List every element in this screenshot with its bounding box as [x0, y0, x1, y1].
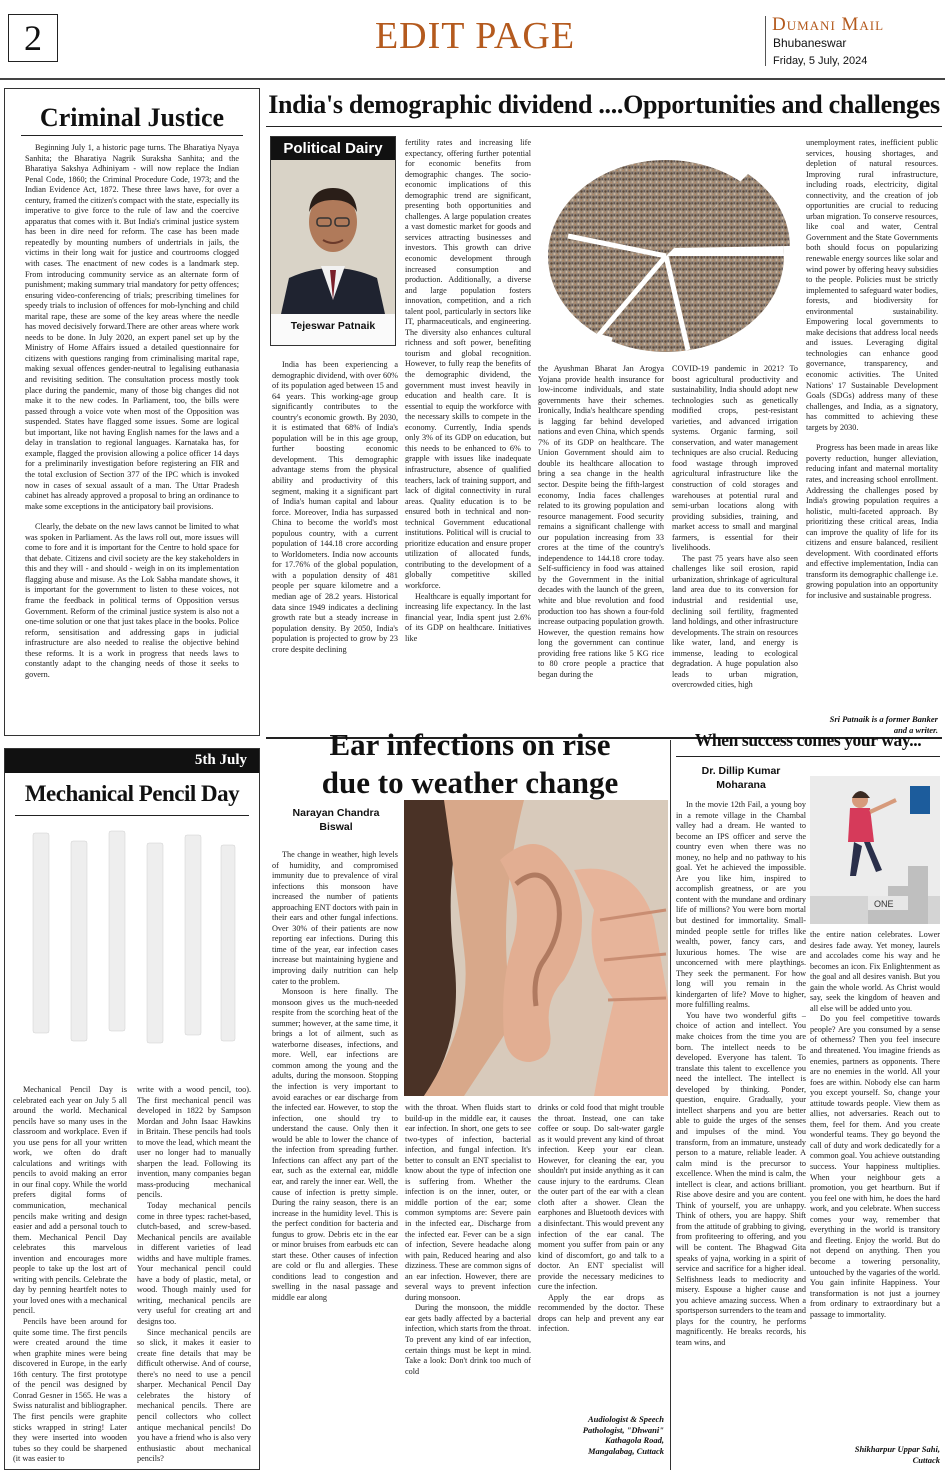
pencil-day-col-2b-text: Today mechanical pencils come in three types: rachet-based, clutch-based, and screw-based. Mechanical pencils are available in different varieties of lead widths and have multiple frames. Your mechanical pencil could have a body of plastic, metal, or wood. Though mainly used for writing, mechanical pencils are very useful for creating art and designs too. — [137, 1201, 251, 1327]
pencil-day-col-1-text: Mechanical Pencil Day is celebrated each year on July 5 all around the world. Mechanical pencils have so many uses in the classroom and workplace. Even if you use pens for all your written work, we often do draft calculations and writings with pencils to avoid making an error in our final copy. While the world prefers digital forms of communication, mechanical pencils make writing and design easier and add a personal touch to them. Mechanical Pencil Day celebrates this marvelous invention and encourages more people to take up the lost art of writing with pencils. Celebrate the day by penning heartfelt notes to your loved ones with a mechanical pencil. — [13, 1085, 127, 1316]
demographic-col-5 — [806, 138, 938, 712]
city: Bhubaneswar — [773, 36, 847, 50]
success-credit-line-1: Shikharpur Uppar Sahi, — [854, 1444, 940, 1454]
demographic-col-4 — [672, 364, 798, 736]
ear-credit-line-4: Mangalabag, Cuttack — [587, 1445, 664, 1456]
page-number: 2 — [24, 18, 42, 58]
date: Friday, 5 July, 2024 — [773, 55, 868, 67]
demographic-col-4-text: COVID-19 pandemic in 2021? To boost agricultural productivity and sustainability, India should adopt new technologies such as genetically modified crops, pest-resistant varieties, and advanced irrigation systems. Organic farming, soil conservation, and water management techniques are also crucial. Reducing food wastage through improved agricultural infrastructure like the construction of cold storages and warehouses at potential rural and semi-urban locations along with providing subsidies, training, and market access to small and marginal farmers, is essential for their livelihoods. — [672, 364, 798, 553]
ear-col-2-text: with the throat. When fluids start to build-up in the middle ear, it causes ear infection. In short, one gets to see two-types of infection, bacterial infection, and fungal infection. It's better to consult an ENT specialist to know about the type of infection one is suffering from. Whether the infection is on the inner, outer, or middle portion of the ear; some common symptoms are: Severe pain in the infected ear,. Discharge from the infected ear. Fever can be a sign of infection, Severe headache along with pain, Reduced hearing and also dizziness. These are common signs of an ear infection. However, there are several ways to prevent infection during monsoon. — [405, 1103, 531, 1302]
pencil-day-article — [4, 748, 260, 1470]
success-col-1 — [676, 800, 806, 1470]
demographic-col-2 — [405, 138, 531, 736]
success-author — [676, 764, 806, 792]
ear-headline-line-1: Ear infections on rise — [329, 727, 611, 762]
population-pie-image — [538, 136, 798, 358]
success-image-label: ONE — [874, 899, 894, 909]
demographic-col-2b-text: Healthcare is equally important for increasing life expectancy. In the last financial year, India spent just 2.6% of its GDP on healthcare. Initiatives like — [405, 591, 531, 643]
success-col-2-text: the entire nation celebrates. Lower desires fade away. Yet money, laurels and accolades come his way and he becomes an icon. Fix Enlightenment as the goal and all desires vanish. But you gain the whole world. As Christ would say, seek the kingdom of heaven and all else will be added unto you. — [810, 930, 940, 1013]
criminal-justice-para-2: Clearly, the debate on the new laws cannot be limited to what was spoken in Parliament. As the laws roll out, more issues will come to fore and it is important for the Centre to hold space for that debate. Citizens and civil society are the key stakeholders in this and they will - and should - weigh in on its implementation flagging abuse and misuse. As the Lok Sabha mandate shows, it is important for the government to listen to these voices, not frame the feedback in political terms of Opposition versus Government. Reform of the criminal justice system is also not a one-time solution or one that just takes place in the books. Police reform, sensitisation and addressing gaps in judicial infrastructure are also needed to realise the objective behind these reforms. It is a work in progress that needs laws to constantly adapt to the changing needs of those it seeks to govern. — [25, 522, 239, 679]
author-note-line-2: and a writer. — [893, 724, 938, 735]
criminal-justice-title: Criminal Justice — [39, 103, 225, 132]
ear-col-2 — [405, 1103, 531, 1470]
demographic-col-5b-text: Progress has been made in areas like poverty reduction, hunger alleviation, reducing infant and maternal mortality rates, and increasing school enrollment. Addressing the challenges posed by India's growing population requires a holistic, multi-faceted approach. By prioritizing these critical areas, India can improve the quality of life for its citizens and ensure balanced, resilient development. With coordinated efforts and effective implementation, India can transform its demographic challenge i.e. growing population into an opportunity for inclusive and sustainable progress. — [806, 443, 938, 600]
demographic-col-1-text: India has been experiencing a demographic dividend, with over 60% of its population aged between 15 and 64 years. This working-age group significantly contributes to the country's economic growth. By 2030, it is estimated that 68% of India's population will be in this age group, further boosting economic development. This demographic advantage stems from the physical ability and productivity of this segment, making it a significant part of India's human capital and labour force. Moreover, India has surpassed China to become the world's most populous country, with a current population of 144.18 crore according to Worldometers. India now accounts for 17.76% of the global population, with a population density of 481 people per square kilometre and a median age of 28.2 years. Historical data since 1949 indicates a declining growth rate but a steady increase in population density. By 2050, India's population is projected to grow by 23 crore despite declining — [272, 360, 398, 654]
ear-col-1 — [272, 850, 398, 1470]
success-author-line-1: Dr. Dillip Kumar — [701, 765, 781, 777]
success-headline: When success comes your way... — [694, 730, 922, 750]
ear-headline — [270, 726, 670, 802]
criminal-justice-article — [4, 88, 260, 736]
demographic-col-2-text: fertility rates and increasing life expectancy, offering further potential for economic benefits from demographic changes. The socio-economic implications of this demographic trend are significant, presenting both opportunities and challenges. A large population creates a vast domestic market for goods and services attracting businesses and investors. This growth can drive economic development through increased consumption and production. Additionally, a diverse and large population fosters innovation, competition, and a rich talent pool, particularly in sectors like IT, pharmaceuticals, and engineering. The diversity also enhances cultural richness and soft power, benefiting tourism and global recognition. However, to fully reap the benefits of the demographic dividend, the government must invest heavily in education and health care. It is essential to equip the workforce with the necessary skills to compete in the economy. Currently, India spends only 3% of its GDP on education, but this needs to be enhanced to 6% to grapple with issues like inadequate infrastructure, absence of qualified teachers, lack of training support, and lack of digital connectivity in rural areas. Quality education is to be ensured both in technical and non-technical Government educational institutions. Political will is crucial to prioritize education and ensure proper utilization of allocated funds, contributing to the development of a globally competitive skilled workforce. — [405, 138, 531, 590]
pencil-day-col-1b-text: Pencils have been around for quite some time. The first pencils were created around the time when graphite mines were being discovered in Europe, in the early 16th century. The first prototype of the pencil was designed by Conrad Gesner in 1565. He was a Swiss naturalist and bibliographer. The first pencils were graphite sticks wrapped in string! Later they were inserted into wooden tubes so they could be sharpened (it was easier to — [13, 1317, 127, 1464]
demographic-col-5-text: unemployment rates, inefficient public services, housing shortages, and depletion of natural resources. Improving rural infrastructure, including roads, electricity, digital connectivity, and the creation of job opportunities are crucial to reducing urban migration. To conserve resources, like coal and water, Central Government and the State Governments both should focus on popularizing renewable energy sources like solar and wind power by offering heavy subsidies to the people. Policies must be strictly implemented to safeguard water bodies, forests, and biodiversity for environmental sustainability. Empowering local governments to make decisions that address local needs and issues. Leveraging digital technologies can enhance good governance, transparency, and economic activities. The United Nations' 17 Sustainable Development Goals (SDGs) address many of these challenges, and India, as a signatory, has committed to achieving these targets by 2030. — [806, 138, 938, 432]
page-number-box — [8, 14, 58, 62]
column-label: Political Dairy — [271, 137, 395, 160]
success-credit-line-2: Cuttack — [912, 1454, 940, 1465]
ear-col-3-text: drinks or cold food that might trouble the throat. Instead, one can take coffee or soup. Do salt-water gargle as it would prevent any kind of throat infection. Keep your ear clean. However, for cleaning the ear, you shouldn't put inside anything as it can cause injury to the eardrums. Clean the outer part of the ear with a clean cloth after a shower. Clean the earphones and Bluetooth devices with a disinfectant. This would prevent any infection of the ear canal. The moment you suffer from pain or any kind of discomfort, go and talk to a doctor. An ENT specialist will provide the necessary medicines to cure the infection. — [538, 1103, 664, 1292]
ear-author-line-1: Narayan Chandra — [292, 807, 380, 819]
author-name: Tejeswar Patnaik — [290, 320, 376, 332]
pencil-day-title: Mechanical Pencil Day — [24, 781, 240, 806]
political-dairy-box — [270, 136, 396, 346]
pencil-day-date: 5th July — [5, 749, 259, 773]
ear-credit-line-2: Pathologist, "Dhwani" — [582, 1424, 664, 1435]
masthead — [0, 0, 945, 78]
criminal-justice-para-1: Beginning July 1, a historic page turns. The Bharatiya Nyaya Sanhita; the Bharatiya Nagrik Suraksha Sanhita; and the Bharatiya Sakshya Adhiniyam - will now replace the Indian Penal Code, 1860; the Criminal Procedure Code, 1973; and the Indian Evidence Act, 1872. These three laws have, for over a century, framed the citizen's compact with the state, especially its imperative to give force to the rule of law and the coercive apparatus that comes with it. But India's criminal justice system has been in dire need for reform. The case has been made repeatedly by mounting numbers of undertrials in jails, the victims in their long wait for justice and courtrooms clogged with cases. The enactment of new codes is a landmark step. From introducing community service as an alternate form of punishment; making summary trial mandatory for petty offences; ensuring video-conferencing of trials; prescribing timelines for speedy trials to inclusion of offences for mob-lynching and child marital rape, these are some of the key areas where the needle has moved decisively forward.There are other areas where work needs to be done. In July 2020, an expert panel set up by the Ministry of Home Affairs issued a detailed questionnaire for citizens with questions ranging from criminalising marital rape, making sexual offences gender-neutral to legalising euthanasia and revisiting sedition. The consultation process mostly took place during the pandemic, many of those big changes did not make it to the new codes. In Parliament, too, the bills were passed through a voice vote when most of the Opposition was suspended. States have flagged some issues. Some are logical but important, like not having English names for the laws and a delay in translation to regional languages. Karnataka has, for example, flagged the provision allowing a police officer 14 days for a preliminarily investigation before registering an FIR and the total exclusion of Section 377 of the IPC which is invoked now in cases of sexual assault of a man. The Uttar Pradesh cabinet has already approved a proposal to bring an ordinance to make some exceptions in the anticipatory bail provisions. — [25, 143, 239, 511]
ear-image — [404, 800, 668, 1096]
demographic-col-1 — [272, 360, 398, 736]
author-portrait — [271, 160, 395, 314]
demographic-col-4b-text: The past 75 years have also seen challenges like soil erosion, rapid urbanization, shrinkage of agricultural land area due to its conversion for industrial and residential use, declining soil fertility, fragmented land holdings, and other infrastructure developments. The strain on resources like water, land, and energy is immense, leading to ecological degradation. A huge population also leads to urban migration, overcrowded cities, high — [672, 553, 798, 690]
ear-credit — [538, 1414, 664, 1456]
demographic-headline: India's demographic dividend ....Opportunities and challenges — [268, 90, 940, 119]
ear-author — [276, 806, 396, 834]
ear-col-1b-text: Monsoon is here finally. The monsoon gives us the much-needed respite from the scorching heat of the summer; however, at the same time, it brings a lot of ailment, such as waterborne diseases, infections, and more. Well, ear infections are common among the young and the adults, during the monsoon. Stopping the infection is very important to avoid earaches or ear discharge from the infected ear. However, to stop the infection, one should try to understand the cause. Only then it would be able to lower the chance of the infection from spreading further. Infections can affect any part of the ear, such as the external ear, middle ear, and rarely the inner ear. Well, the cause of infection is pretty simple. During the rainy season, there is an increase in the humidity level. This is the perfect condition for bacteria and fungus to grow. Debris etc in the ear or minor bruises from earbuds etc can start these. Other causes of infection are cold or flu and allergies. These conditions lead to congestion and swelling in the nasal passage and middle ear along — [272, 987, 398, 1302]
section-title: EDIT PAGE — [374, 15, 576, 57]
author-note-line-1: Sri Patnaik is a former Banker — [829, 714, 938, 724]
pencil-day-col-2c-text: Since mechanical pencils are so slick, it makes it easier to create fine details that may be difficult otherwise. And of course, there's no need to use a pencil sharper. Mechanical Pencil Day celebrates the history of mechanical pencils. There are pencil collectors who collect antique mechanical pencils! Do you have a friend who is also very enthusiastic about mechanical pencils? — [137, 1327, 251, 1464]
success-col-1-text: In the movie 12th Fail, a young boy in a remote village in the Chambal valley had a dream. He wanted to become an IPS officer and serve the country even when there was no money, no help and no pathway to his goal. Yet he achieved the impossible. Are you like him, inspired to accomplish greatness, or are you content with the mundane and ordinary life of millions? You were born mortal but destined for immortality. Small-minded people settle for trifles like wealth, power, fancy cars, and luxurious homes. The wise are unconcerned with mere playthings. They seek the permanent. For how long will you remain in the kindergarten of life? Move to higher, more fulfilling realms. — [676, 800, 806, 1010]
success-col-2b-text: Do you feel competitive towards people? Are you consumed by a sense of otherness? Then you feel insecure and threatened. You imagine friends as enemies, partners as opponents. There are no enemies in the world. All your foes are within. Nobody else can harm you except yourself. So, change your attitude towards people. View them as allies, not adversaries. Reach out to them, feel for them. And you create wonderful teams. They go beyond the call of duty and work dedicatedly for a common goal. You achieve outstanding success. Your happiness multiplies. When your neighbour gets a promotion, you get heartburn. But if you feel one with him, he does the hard work, and you celebrate. When success comes your way, remember that everything in the world is transitory and fleeting. Enjoy the world. But do not depend on anything. Then you become a towering personality, untouched by the vagaries of the world. You gain infinite Happiness. Your transformation is not just a journey from ordinary to extraordinary but a passage to immortality. — [810, 1014, 940, 1319]
success-col-2 — [810, 930, 940, 1394]
paper-name: Dumani Mail — [772, 14, 885, 35]
demographic-col-3-text: the Ayushman Bharat Jan Arogya Yojana provide health insurance for low-income individuals, and state governments have their schemes. Ironically, India's healthcare spending is lagging far behind developed nations and even China, which spends 7% of its GDP on healthcare. The Union Government should aim to double its healthcare allocation to bring a sea change in the health sector. Despite being the fifth-largest economy, India faces challenges related to its growing population and resource management. Food security remains a significant challenge with our population increasing from 33 crores at the time of the country's independence to 144.18 crore today. Self-sufficiency in food was attained by the Government in the initial decades with the launch of the green, white and blue revolution and food production too has shown a four-fold increase outpacing population growth. However, the question remains how long the government can continue providing free rations like 5 KG rice to 80 crore people a practice that began during the — [538, 364, 664, 679]
success-author-line-2: Moharana — [716, 779, 766, 791]
pencils-image — [13, 823, 253, 1067]
ear-headline-line-2: due to weather change — [321, 765, 619, 800]
success-credit — [810, 1444, 940, 1465]
ear-col-3b-text: Apply the ear drops as recommended by the doctor. These drops can help and prevent any ear infection. — [538, 1292, 664, 1334]
demographic-col-3 — [538, 364, 664, 736]
ear-col-2b-text: During the monsoon, the middle ear gets badly affected by a bacterial infection, which starts from the throat. To prevent any kind of ear infection, certain things must be kept in mind. Take a look: Don't drink too much of cold — [405, 1303, 531, 1376]
ear-col-1-text: The change in weather, high levels of humidity, and compromised immunity due to prevalence of viral infections this monsoon have increased the number of patients approaching ENT doctors with pain in their ears and other fungal infections. Over 30% of their patients are now reporting ear infections. During this time of the year, ear infection cases increase but maintaining hygiene and improving daily nutrition can help cater to the problem. — [272, 850, 398, 986]
success-stairs-image — [810, 776, 940, 924]
ear-author-line-2: Biswal — [319, 821, 353, 833]
ear-col-3 — [538, 1103, 664, 1403]
ear-credit-line-1: Audiologist & Speech — [587, 1414, 664, 1424]
success-col-1b-text: You have two wonderful gifts – choice of action and intellect. You make choices from the time you are born. The intellect needs to be developed. Everyone has talent. To translate this talent to excellence you need the intellect. The intellect is developed by thinking. Ponder, question, enquire. Gradually, your intellect sharpens and you are better able to guide the urges of the senses and impulses of the mind. You transform, from an immature, unsteady person to a mature, reliable leader. A calm mind is the precursor to excellence. When the mind is calm, the intellect is clear, and actions brilliant. Rise above desire and you are content. Think of yourself, you are unhappy. Think of others, you are happy. Shift from the attitude of grabbing to giving, from profiteering to offering, and you will be content. The Bhagwad Gita speaks of yajna, working in a spirit of service and sacrifice for a higher ideal. Selfishness leads to mediocrity and misery. Espouse a higher cause and you achieve amazing success. When a sportsperson surrenders to the team and plays for the country, he performs magnificently. He breaks records, his team wins, and — [676, 1010, 806, 1347]
ear-credit-line-3: Kathagola Road, — [604, 1435, 664, 1445]
pencil-day-col-2-text: write with a wood pencil, too). The first mechanical pencil was developed in 1822 by Sampson Mordan and John Isaac Hawkins in Britain. These pencils had tools to move the lead, which meant the user no longer had to manually sharpen the lead. Following its invention, many companies began mass-producing mechanical pencils. — [137, 1085, 251, 1200]
